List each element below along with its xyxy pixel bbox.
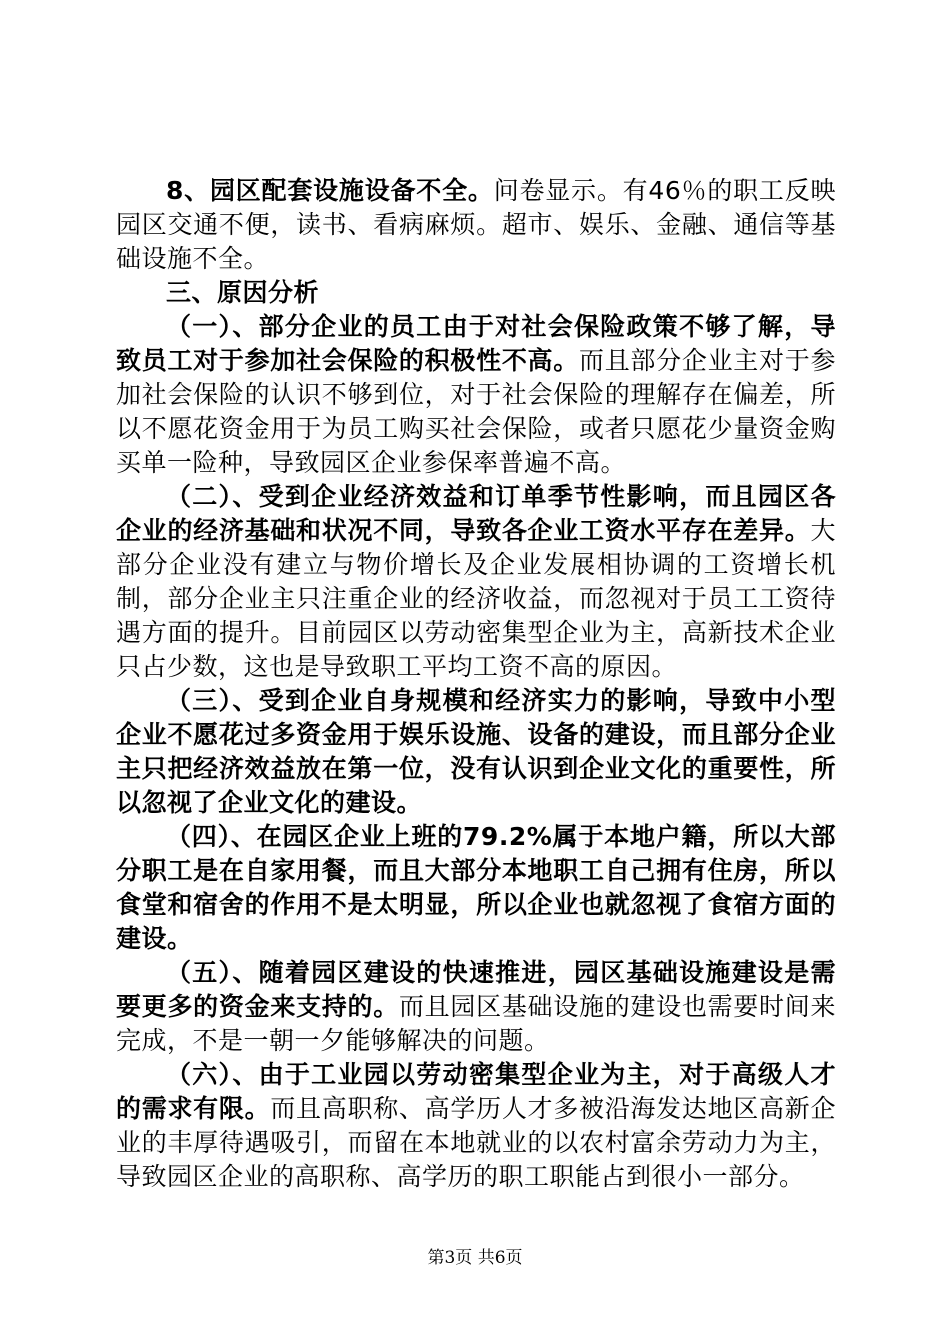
document-body	[116, 174, 836, 1194]
section-heading-cause-analysis	[116, 276, 836, 310]
paragraph-lead: （五）、随着园区建设的快速推进，园区基础设施建设是需要更多的资金来支持的。	[116, 958, 836, 1021]
paragraph-facilities	[116, 174, 836, 276]
paragraph-lead: （一）、部分企业的员工由于对社会保险政策不够了解，导致员工对于参加社会保险的积极性不高。	[116, 312, 836, 375]
paragraph-cause-1	[116, 310, 836, 480]
paragraph-lead: （三）、受到企业自身规模和经济实力的影响，导致中小型企业不愿花过多资金用于娱乐设施、设备的建设，而且部分企业主只把经济效益放在第一位，没有认识到企业文化的重要性，所以忽视了企业文化的建设。	[116, 686, 836, 817]
paragraph-cause-2	[116, 480, 836, 684]
paragraph-cause-3	[116, 684, 836, 820]
paragraph-text: 而且部分企业主对于参加社会保险的认识不够到位，对于社会保险的理解存在偏差，所以不愿花资金用于为员工购买社会保险，或者只愿花少量资金购买单一险种，导致园区企业参保率普遍不高。	[116, 346, 836, 477]
paragraph-lead: （二）、受到企业经济效益和订单季节性影响，而且园区各企业的经济基础和状况不同，导致各企业工资水平存在差异。	[116, 482, 836, 545]
paragraph-cause-6	[116, 1058, 836, 1194]
paragraph-text: 而且园区基础设施的建设也需要时间来完成，不是一朝一夕能够解决的问题。	[116, 992, 836, 1055]
paragraph-text: 问卷显示。有46％的职工反映园区交通不便，读书、看病麻烦。超市、娱乐、金融、通信等基础设施不全。	[116, 176, 836, 273]
paragraph-cause-4	[116, 820, 836, 956]
page-number-footer: 第3页 共6页	[427, 1248, 523, 1268]
paragraph-text: 而且高职称、高学历人才多被沿海发达地区高新企业的丰厚待遇吸引，而留在本地就业的以农村富余劳动力为主，导致园区企业的高职称、高学历的职工职能占到很小一部分。	[116, 1094, 836, 1191]
paragraph-lead: （四）、在园区企业上班的79.2%属于本地户籍，所以大部分职工是在自家用餐，而且大部分本地职工自己拥有住房，所以食堂和宿舍的作用不是太明显，所以企业也就忽视了食宿方面的建设。	[116, 822, 836, 953]
paragraph-lead: 8、园区配套设施设备不全。	[166, 176, 494, 205]
paragraph-lead: （六）、由于工业园以劳动密集型企业为主，对于高级人才的需求有限。	[116, 1060, 836, 1123]
section-heading: 三、原因分析	[166, 278, 320, 307]
paragraph-text: 大部分企业没有建立与物价增长及企业发展相协调的工资增长机制，部分企业主只注重企业的经济收益，而忽视对于员工工资待遇方面的提升。目前园区以劳动密集型企业为主，高新技术企业只占少数，这也是导致职工平均工资不高的原因。	[116, 516, 836, 681]
paragraph-cause-5	[116, 956, 836, 1058]
